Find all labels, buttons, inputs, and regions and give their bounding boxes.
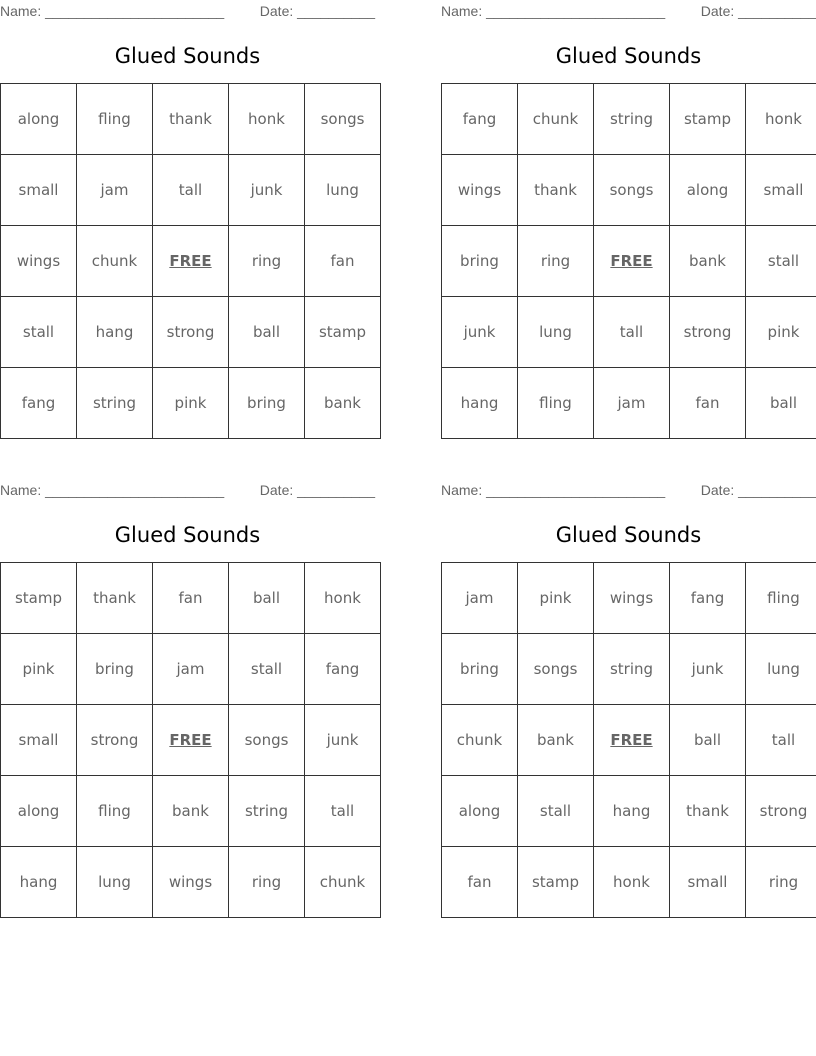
free-space-cell: FREE xyxy=(153,226,229,297)
grid-row xyxy=(1,776,381,847)
card-title: Glued Sounds xyxy=(555,44,702,68)
word-cell: bring xyxy=(442,634,518,705)
word-cell: thank xyxy=(518,155,594,226)
word-cell: ball xyxy=(746,368,816,439)
word-cell: hang xyxy=(77,297,153,368)
grid-row xyxy=(1,84,381,155)
word-cell: strong xyxy=(77,705,153,776)
word-cell: tall xyxy=(153,155,229,226)
grid-row xyxy=(442,84,816,155)
grid-row xyxy=(442,368,816,439)
word-cell: fan xyxy=(670,368,746,439)
word-cell: lung xyxy=(746,634,816,705)
word-cell: songs xyxy=(518,634,594,705)
word-cell: small xyxy=(1,155,77,226)
word-cell: songs xyxy=(594,155,670,226)
grid-row xyxy=(1,563,381,634)
word-cell: strong xyxy=(153,297,229,368)
name-field-label: Name: _______________________ xyxy=(0,482,225,498)
date-field-label: Date: __________ xyxy=(259,3,375,19)
word-cell: strong xyxy=(746,776,816,847)
word-cell: string xyxy=(594,634,670,705)
word-cell: fling xyxy=(746,563,816,634)
grid-row xyxy=(1,155,381,226)
word-cell: stamp xyxy=(518,847,594,918)
word-cell: stamp xyxy=(305,297,381,368)
word-cell: junk xyxy=(229,155,305,226)
word-cell: ring xyxy=(746,847,816,918)
word-cell: songs xyxy=(305,84,381,155)
word-cell: junk xyxy=(305,705,381,776)
word-cell: ring xyxy=(229,847,305,918)
word-cell: wings xyxy=(594,563,670,634)
word-cell: ball xyxy=(670,705,746,776)
word-cell: honk xyxy=(229,84,305,155)
word-cell: songs xyxy=(229,705,305,776)
word-cell: stamp xyxy=(670,84,746,155)
word-cell: bank xyxy=(670,226,746,297)
grid-row xyxy=(442,297,816,368)
word-cell: chunk xyxy=(442,705,518,776)
word-cell: chunk xyxy=(77,226,153,297)
word-cell: lung xyxy=(518,297,594,368)
word-cell: wings xyxy=(442,155,518,226)
word-cell: along xyxy=(1,776,77,847)
card-title: Glued Sounds xyxy=(114,44,261,68)
grid-row xyxy=(1,226,381,297)
word-cell: tall xyxy=(305,776,381,847)
word-cell: honk xyxy=(746,84,816,155)
word-cell: thank xyxy=(670,776,746,847)
date-field-label: Date: __________ xyxy=(700,3,816,19)
name-field-label: Name: _______________________ xyxy=(441,482,666,498)
grid-row xyxy=(442,155,816,226)
grid-row xyxy=(442,563,816,634)
date-field-label: Date: __________ xyxy=(700,482,816,498)
word-cell: thank xyxy=(77,563,153,634)
word-cell: fang xyxy=(442,84,518,155)
word-cell: tall xyxy=(594,297,670,368)
word-cell: stall xyxy=(229,634,305,705)
word-cell: fang xyxy=(1,368,77,439)
grid-row xyxy=(442,634,816,705)
name-date-row xyxy=(0,482,375,498)
word-cell: chunk xyxy=(305,847,381,918)
word-cell: jam xyxy=(77,155,153,226)
word-cell: fang xyxy=(670,563,746,634)
word-cell: stall xyxy=(518,776,594,847)
name-date-row xyxy=(441,482,816,498)
name-date-row xyxy=(0,3,375,19)
grid-row xyxy=(442,847,816,918)
word-cell: pink xyxy=(518,563,594,634)
word-cell: jam xyxy=(442,563,518,634)
date-field-label: Date: __________ xyxy=(259,482,375,498)
word-cell: hang xyxy=(594,776,670,847)
word-cell: stall xyxy=(746,226,816,297)
word-cell: fan xyxy=(305,226,381,297)
word-cell: pink xyxy=(746,297,816,368)
bingo-grid xyxy=(441,562,816,918)
name-field-label: Name: _______________________ xyxy=(0,3,225,19)
word-cell: tall xyxy=(746,705,816,776)
word-cell: strong xyxy=(670,297,746,368)
word-cell: junk xyxy=(442,297,518,368)
word-cell: lung xyxy=(305,155,381,226)
word-cell: pink xyxy=(153,368,229,439)
word-cell: bring xyxy=(77,634,153,705)
word-cell: hang xyxy=(442,368,518,439)
card-title: Glued Sounds xyxy=(114,523,261,547)
word-cell: bank xyxy=(153,776,229,847)
word-cell: wings xyxy=(1,226,77,297)
word-cell: small xyxy=(670,847,746,918)
word-cell: fang xyxy=(305,634,381,705)
word-cell: ring xyxy=(229,226,305,297)
word-cell: along xyxy=(1,84,77,155)
word-cell: fling xyxy=(77,84,153,155)
name-field-label: Name: _______________________ xyxy=(441,3,666,19)
word-cell: fan xyxy=(442,847,518,918)
free-space-cell: FREE xyxy=(594,705,670,776)
bingo-grid xyxy=(0,83,381,439)
word-cell: wings xyxy=(153,847,229,918)
word-cell: ring xyxy=(518,226,594,297)
word-cell: string xyxy=(77,368,153,439)
grid-row xyxy=(1,705,381,776)
word-cell: string xyxy=(594,84,670,155)
word-cell: pink xyxy=(1,634,77,705)
word-cell: small xyxy=(1,705,77,776)
grid-row xyxy=(1,847,381,918)
word-cell: bring xyxy=(442,226,518,297)
word-cell: bank xyxy=(305,368,381,439)
word-cell: bring xyxy=(229,368,305,439)
word-cell: chunk xyxy=(518,84,594,155)
card-title: Glued Sounds xyxy=(555,523,702,547)
bingo-grid xyxy=(0,562,381,918)
word-cell: hang xyxy=(1,847,77,918)
grid-row xyxy=(1,634,381,705)
word-cell: fling xyxy=(77,776,153,847)
word-cell: thank xyxy=(153,84,229,155)
word-cell: fling xyxy=(518,368,594,439)
word-cell: string xyxy=(229,776,305,847)
name-date-row xyxy=(441,3,816,19)
grid-row xyxy=(1,368,381,439)
word-cell: stamp xyxy=(1,563,77,634)
word-cell: along xyxy=(442,776,518,847)
grid-row xyxy=(442,705,816,776)
word-cell: bank xyxy=(518,705,594,776)
grid-row xyxy=(1,297,381,368)
bingo-grid xyxy=(441,83,816,439)
word-cell: ball xyxy=(229,297,305,368)
word-cell: lung xyxy=(77,847,153,918)
word-cell: jam xyxy=(594,368,670,439)
word-cell: jam xyxy=(153,634,229,705)
word-cell: small xyxy=(746,155,816,226)
grid-row xyxy=(442,226,816,297)
free-space-cell: FREE xyxy=(594,226,670,297)
word-cell: fan xyxy=(153,563,229,634)
word-cell: stall xyxy=(1,297,77,368)
word-cell: ball xyxy=(229,563,305,634)
word-cell: honk xyxy=(305,563,381,634)
word-cell: along xyxy=(670,155,746,226)
word-cell: honk xyxy=(594,847,670,918)
grid-row xyxy=(442,776,816,847)
word-cell: junk xyxy=(670,634,746,705)
free-space-cell: FREE xyxy=(153,705,229,776)
